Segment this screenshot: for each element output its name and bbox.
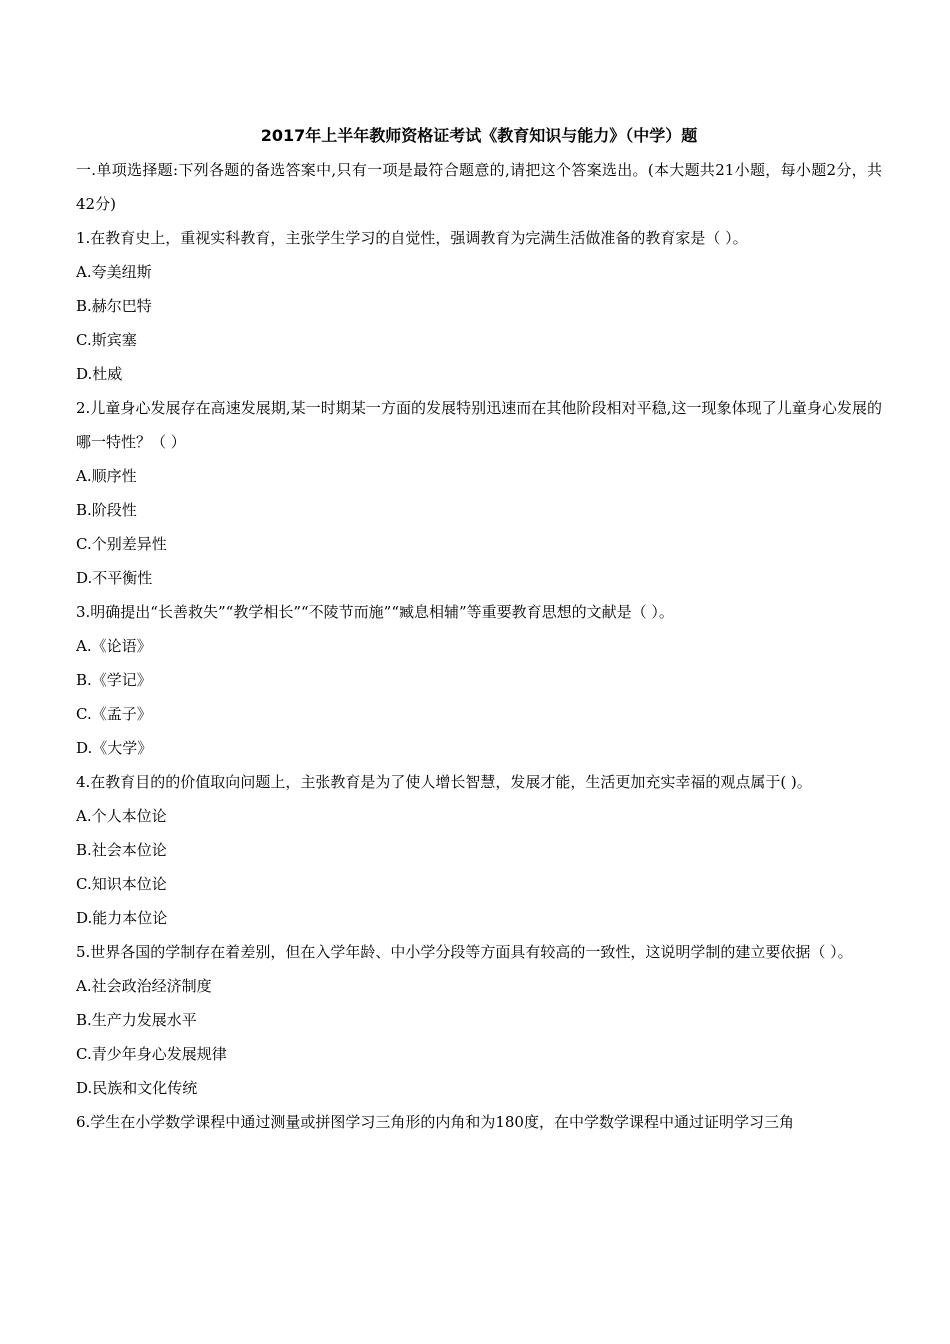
option-d: D.能力本位论 [76,909,168,927]
question-stem: 6.学生在小学数学课程中通过测量或拼图学习三角形的内角和为180度，在中学数学课程中通过证明学习三角 [76,1113,794,1131]
option-c: C.斯宾塞 [76,331,137,349]
option-c: C.个别差异性 [76,535,167,553]
option-b: B.《学记》 [76,671,152,689]
option-d: D.不平衡性 [76,569,153,587]
option-a: A.顺序性 [76,467,137,485]
option-b: B.社会本位论 [76,841,167,859]
question-stem: 5.世界各国的学制存在着差别，但在入学年龄、中小学分段等方面具有较高的一致性，这说明学制的建立要依据（ ）。 [76,943,853,961]
question-2 [76,391,882,595]
question-4 [76,765,882,935]
section-intro: 一.单项选择题:下列各题的备选答案中,只有一项是最符合题意的,请把这个答案选出。(本大题共21小题，每小题2分，共42分) [76,161,882,213]
document-title: 2017年上半年教师资格证考试《教育知识与能力》（中学）题 [260,126,698,145]
option-d: D.民族和文化传统 [76,1079,198,1097]
question-stem: 4.在教育目的的价值取向问题上，主张教育是为了使人增长智慧，发展才能，生活更加充实幸福的观点属于( )。 [76,773,812,791]
option-d: D.《大学》 [76,739,153,757]
question-6 [76,1105,882,1139]
option-c: C.《孟子》 [76,705,152,723]
option-a: A.个人本位论 [76,807,167,825]
option-b: B.阶段性 [76,501,137,519]
question-stem: 1.在教育史上，重视实科教育，主张学生学习的自觉性，强调教育为完满生活做准备的教育家是（ ）。 [76,229,748,247]
document-page [76,119,882,1139]
question-5 [76,935,882,1105]
question-3 [76,595,882,765]
option-b: B.生产力发展水平 [76,1011,197,1029]
question-1 [76,221,882,391]
option-c: C.青少年身心发展规律 [76,1045,227,1063]
question-stem: 3.明确提出“长善救失”“教学相长”“不陵节而施”“臧息相辅”等重要教育思想的文献是（ ）。 [76,603,674,621]
option-d: D.杜威 [76,365,123,383]
option-a: A.《论语》 [76,637,152,655]
option-a: A.社会政治经济制度 [76,977,212,995]
question-stem: 2.儿童身心发展存在高速发展期,某一时期某一方面的发展特别迅速而在其他阶段相对平稳,这一现象体现了儿童身心发展的哪一特性？（ ） [76,399,882,451]
option-c: C.知识本位论 [76,875,167,893]
option-b: B.赫尔巴特 [76,297,152,315]
option-a: A.夸美纽斯 [76,263,152,281]
